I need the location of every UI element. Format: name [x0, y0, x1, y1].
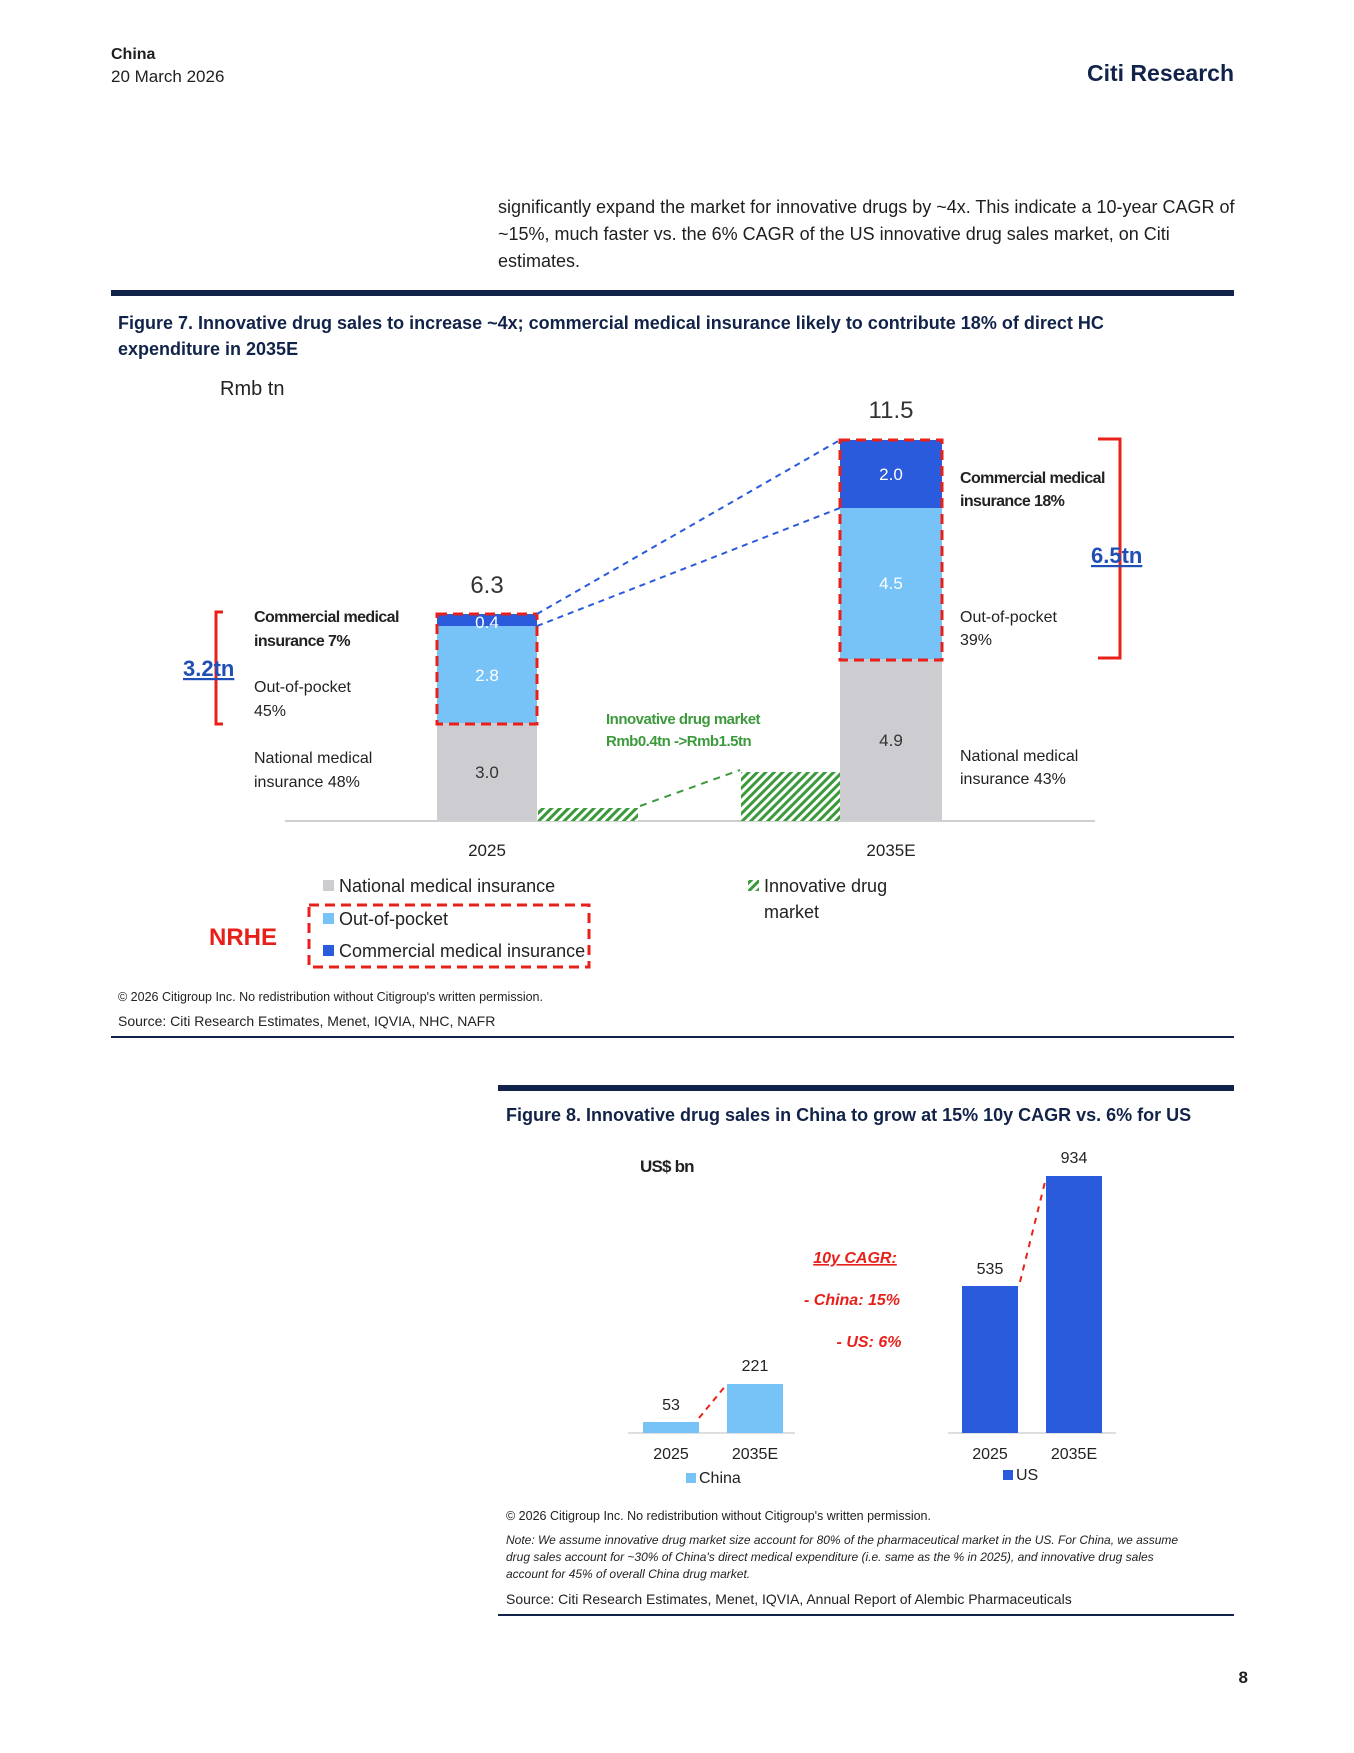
right-cmi-line2: insurance 18%	[960, 493, 1065, 510]
figure7-unit-label: Rmb tn	[220, 378, 285, 400]
x-label-us-2025: 2025	[972, 1446, 1008, 1463]
right-nmi-line1: National medical	[960, 748, 1079, 765]
bar-us-2035	[1046, 1176, 1102, 1433]
bar-value-china-2035: 221	[741, 1358, 769, 1375]
connector-line-mid	[537, 508, 840, 626]
right-cmi-line1: Commercial medical	[960, 470, 1105, 487]
figure8-note-line3: account for 45% of overall China drug market.	[506, 1567, 751, 1581]
bar-group-2035	[840, 397, 942, 821]
legend-swatch-oop	[323, 913, 334, 924]
us-growth-line	[1020, 1178, 1046, 1282]
legend-label-innovative-line1: Innovative drug	[764, 876, 888, 896]
figure8-chart	[0, 1120, 1354, 1500]
bar-group-2025	[437, 572, 537, 821]
bar-label-oop-2025: 2.8	[475, 666, 499, 685]
figure7-copyright: © 2026 Citigroup Inc. No redistribution without Citigroup's written permission.	[118, 990, 543, 1004]
right-oop-line1: Out-of-pocket	[960, 609, 1057, 626]
bar-label-cmi-2035: 2.0	[879, 465, 903, 484]
legend-label-cmi: Commercial medical insurance	[339, 941, 586, 961]
legend-swatch-nmi	[323, 880, 334, 891]
innovative-connector-line	[640, 770, 740, 806]
figure8-bottom-rule	[498, 1614, 1234, 1616]
bar-label-nmi-2035: 4.9	[879, 731, 903, 750]
x-label-us-2035: 2035E	[1050, 1446, 1098, 1463]
page-number: 8	[1238, 1668, 1248, 1687]
cagr-title: 10y CAGR:	[813, 1250, 897, 1267]
bar-value-us-2025: 535	[976, 1261, 1004, 1278]
legend-label-innovative-line2: market	[764, 902, 820, 922]
figure8-copyright: © 2026 Citigroup Inc. No redistribution without Citigroup's written permission.	[506, 1509, 931, 1523]
figure8-top-rule	[498, 1085, 1234, 1091]
header-country: China	[111, 46, 156, 63]
bar-label-oop-2035: 4.5	[879, 574, 903, 593]
x-label-2025: 2025	[468, 841, 506, 860]
left-nmi-line2: insurance 48%	[254, 774, 360, 791]
china-growth-line	[699, 1384, 727, 1418]
header-brand: Citi Research	[1086, 60, 1234, 86]
bar-value-china-2025: 53	[662, 1397, 680, 1414]
legend-label-us: US	[1016, 1467, 1039, 1484]
figure8-note-line2: drug sales account for ~30% of China's direct medical expenditure (i.e. same as the % in 2025), and innovative drug sales	[506, 1550, 1154, 1564]
left-cmi-line2: insurance 7%	[254, 633, 350, 650]
bar-innovative-2025	[538, 808, 638, 821]
legend-swatch-cmi	[323, 945, 334, 956]
figure8-note-line1: Note: We assume innovative drug market size account for 80% of the pharmaceutical market in the US. For China, we assume	[506, 1533, 1179, 1547]
bar-total-2025: 6.3	[470, 572, 504, 599]
bar-label-nmi-2025: 3.0	[475, 763, 499, 782]
bracket-right-label: 6.5tn	[1091, 543, 1143, 568]
legend-label-oop: Out-of-pocket	[339, 909, 449, 929]
legend-label-nmi: National medical insurance	[339, 876, 556, 896]
figure8-title: Figure 8. Innovative drug sales in China to grow at 15% 10y CAGR vs. 6% for US	[506, 1105, 1192, 1125]
connector-line-top	[537, 440, 840, 614]
x-label-china-2035: 2035E	[731, 1446, 779, 1463]
x-label-china-2025: 2025	[653, 1446, 689, 1463]
legend-label-china: China	[699, 1470, 741, 1487]
legend-swatch-innovative	[748, 880, 759, 891]
figure8-source: Source: Citi Research Estimates, Menet, IQVIA, Annual Report of Alembic Pharmaceuticals	[506, 1591, 1072, 1607]
figure7-source: Source: Citi Research Estimates, Menet, IQVIA, NHC, NAFR	[118, 1013, 496, 1029]
figure7-title: Figure 7. Innovative drug sales to increase ~4x; commercial medical insurance likely to contribute 18% of direct HC expenditure in 2035E	[118, 313, 1104, 359]
bar-innovative-2035	[741, 772, 840, 821]
innovative-label-line1: Innovative drug market	[606, 711, 761, 728]
bar-label-cmi-2025: 0.4	[475, 613, 499, 632]
x-label-2035: 2035E	[866, 841, 916, 860]
bar-total-2035: 11.5	[868, 397, 914, 424]
legend-swatch-us	[1003, 1470, 1013, 1480]
bracket-left-label: 3.2tn	[183, 656, 235, 681]
header-date: 20 March 2026	[111, 67, 225, 86]
intro-paragraph: significantly expand the market for innovative drugs by ~4x. This indicate a 10-year CAGR of ~15%, much faster vs. the 6% CAGR of the US innovative drug sales market, on Citi estimates.	[498, 197, 1235, 271]
left-oop-line1: Out-of-pocket	[254, 679, 351, 696]
right-nmi-line2: insurance 43%	[960, 771, 1066, 788]
innovative-label-line2: Rmb0.4tn ->Rmb1.5tn	[606, 733, 752, 750]
cagr-china: - China: 15%	[803, 1292, 901, 1309]
right-oop-line2: 39%	[960, 632, 993, 649]
legend-swatch-china	[686, 1473, 696, 1483]
bar-us-2025	[962, 1286, 1018, 1433]
cagr-us: - US: 6%	[836, 1334, 902, 1351]
left-cmi-line1: Commercial medical	[254, 609, 399, 626]
figure7-bottom-rule	[111, 1036, 1234, 1038]
left-oop-line2: 45%	[254, 703, 287, 720]
bar-china-2025	[643, 1422, 699, 1433]
left-nmi-line1: National medical	[254, 750, 373, 767]
bar-value-us-2035: 934	[1060, 1150, 1088, 1167]
legend-nrhe-label: NRHE	[209, 924, 278, 951]
figure8-unit-label: US$ bn	[640, 1157, 694, 1176]
bar-china-2035	[727, 1384, 783, 1433]
